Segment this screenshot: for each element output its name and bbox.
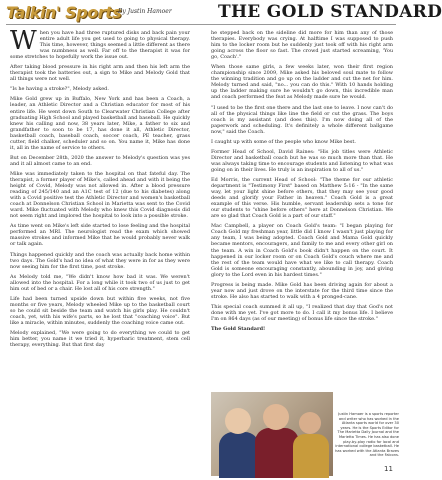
drop-cap: W [10,26,37,56]
article-column-right [211,30,393,336]
paragraph: But on December 28th, 2020 the answer to Melody's question was yes and it all almost came to an end. [10,154,190,167]
article-column-left [10,26,190,352]
paragraph: Melody explained, "We were going to do everything we could to get him better, you name it we tried it, hyperbaric treatment, stem cell therapy, everything. But that first day [10,330,190,349]
paragraph: Things happened quickly and the coach was actually back home within two days. The Gold's had no idea of what they were in for as they were now seeing him for the first time, post stroke. [10,251,190,270]
paragraph: Mike was immediately taken to the hospital on that fateful day. The therapist, a former player of Mike's, called ahead and with it being the height of Covid, Melody was not allowed in. After a blood pressure reading of 245/140 and an A1C test of 12 (due to his diabetes) along with a Covid positive test the Athletic Director and women's basketball coach at Donnelson Christian School in Marietta was sent to the Covid ward. Mike fluctuated with Melody who knew this Covid diagnosis did not seem right and implored the hospital to look into a possible stroke. [10,170,190,220]
paragraph: Mike Gold grew up in Buffalo, New York and has been a Coach, a leader, an Athletic Director and a Christian educator for most of his entire life. He went down South to Clearwater Christian College after graduating High School and played basketball and baseball. He quickly knew his calling and now, 38 years later, Mike, a father to six and grandfather to soon to be 17, has done it all, Athletic Director, basketball coach, baseball coach, soccer coach, PE teacher, grass cutter, field chalker, scheduler and so on. You name it, Mike has done it, all in the name of service to others. [10,96,190,151]
paragraph: I caught up with some of the people who know Mike best. [211,138,356,145]
paragraph: "I used to be the first one there and the last one to leave. I now can't do all of the physical things like line the field or cut the grass. The boys coach is my assistant (and does this). I'm now doing all of the paperwork and scheduling. It's definitely a whole different ballgame now," said the Coach. [211,104,393,135]
paragraph: When those same girls, a few weeks later, won their first region championship since 2009, Mike asked his beloved soul mate to follow the winning tradition and go up on the ladder and cut the net for him. Melody turned and said, "no... you can do this." With 10 hands holding up the ladder making sure he wouldn't go down, this incredible man and coach performed the feat as Melody made sure he would. [211,64,393,101]
article-headline: THE GOLD STANDARD [218,2,442,22]
photo-caption: Justin Hamoer is a sports reporter and writer who has worked in the Atlanta sports world for over 30 years. He is the Sports Editor for The Marietta Daily Journal and the Marietta Times. He has also done play-by-play radio for local and international college basketball. He has worked with the Atlanta Braves and the Falcons. [335,412,399,458]
paragraph: he stepped back on the sideline did more for him than any of those therapies. Everybody was crying. At halftime I was supposed to push him to the locker room but he suddenly just took off with his right arm going across the floor so fast. The crowd just started screaming, 'You go, Coach'." [211,30,393,61]
paragraph: Former Head of School, David Raines: "His job titles were Athletic Director and basketball coach but he was so much more than that. He was always taking time to encourage students and listening to what was going on in their lives. He truly is an inspiration to all of us." [211,148,393,173]
paragraph: As time went on Mike's left side started to lose feeling and the hospital performed an MRI. The neurologist read the exam which showed massive strokes and informed Mike that he would probably never walk or talk again. [10,223,190,248]
closing-line: The Gold Standard! [211,326,266,333]
paragraph: Ed Morris, the current Head of School: "The theme for our athletic department is "Testimony First" based on Matthew 5:16 - "In the same way, let your light shine before others, that they may see your good deeds and glorify your Father in heaven." Coach Gold is a great example of this verse. His humble, servant leadership sets a tone for our students to "shine before others" here at Donnelson Christian. We are so glad that Coach Gold is a part of our staff." [211,176,393,220]
header-divider [6,24,396,25]
page-number: 11 [384,465,393,473]
author-photo [211,392,333,476]
paragraph: This special coach summed it all up, "I realized that day that God's not done with me yet. I've got more to do. I call it my bonus life. I believe I'm on 864 days (as of our meeting) of bonus life since the stroke." [211,303,393,322]
paragraph: After taking blood pressure in his right arm and then his left arm the therapist took the batteries out, a sign to Mike and Melody Gold that all things were not well. [10,64,190,83]
paragraph: Life had been turned upside down but within five weeks, not five months or five years, Melody wheeled Mike up to the basketball court so he could sit beside the team and watch his girls play. He couldn't coach, yet, with his wife's parts, so he lost that "coaching voice". But like a miracle, within minutes, suddenly the coaching voice came out. [10,295,190,326]
paragraph: As Melody told me, "We didn't know how bad it was. We weren't allowed into the hospital. For a long while it took two of us just to get him out of bed or a chair. He lost all of his core strength." [10,273,190,292]
paragraph: When you have had three ruptured disks and back pain your entire adult life you get used to going to physical therapy. This time, however, things seemed a little different as there was numbness as well. Far off to the therapist it was for some stretches to hopefully work the issue out. [10,26,190,61]
column-brand: Talkin' Sports [6,3,122,22]
paragraph: Mac Campbell, a player on Coach Gold's team: "I began playing for Coach Gold my freshman year, little did I know I wasn't just playing for any team, I was being adopted. Coach Gold and Mama Gold quickly became mentors, encouragers, and family to me and every other girl on the team. A win in Coach Gold's book didn't happen on the court. It happened in our locker room or on Coach Gold's couch where me and the rest of the team would have what we like to call therapy. Coach Gold is someone encouraging constantly, abounding in joy, and giving glory to the Lord even in his hardest times." [211,223,393,278]
paragraph: Progress is being made. Mike Gold has been driving again for about a year now and just drove on the interstate for the third time since the stroke. He also has started to walk with a 4 pronged-cane. [211,281,393,300]
byline: By Justin Hamoer [118,8,172,15]
paragraph: "Is he having a stroke?", Melody asked. [10,86,109,93]
page-header [0,0,442,26]
author-photo-block [211,392,399,476]
